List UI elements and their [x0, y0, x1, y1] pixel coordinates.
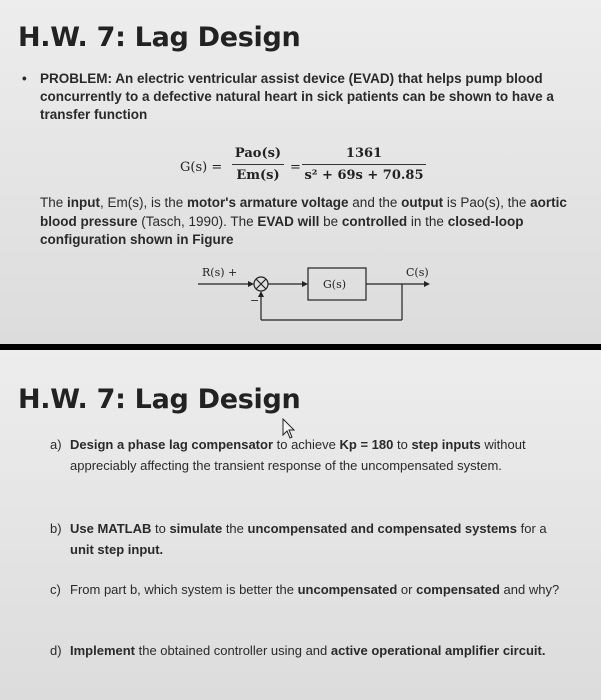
task-text: is	[222, 582, 240, 597]
para-bold-input: input	[67, 195, 101, 210]
bullet: •	[22, 71, 27, 86]
task-text: for a	[516, 521, 547, 536]
para-bold-evad: EVAD will	[257, 213, 320, 229]
para-bold-aortic: aortic blood pressure	[40, 195, 567, 229]
task-text: or	[397, 582, 417, 597]
para-text: The	[40, 195, 68, 210]
slide-tasks	[0, 350, 601, 700]
task-text: without appreciably affecting the transient response of the uncompensated system.	[70, 437, 526, 473]
eq-fraction-2	[302, 146, 426, 183]
task-text-bold: Use MATLAB	[70, 521, 152, 536]
problem-statement	[22, 70, 580, 124]
para-text: and the	[348, 195, 402, 210]
block-diagram-svg	[180, 264, 440, 334]
task-text-bold: Implement	[70, 643, 136, 658]
task-a	[50, 434, 570, 476]
task-text-bold: unit step input.	[70, 542, 164, 557]
task-text-bold: Kp = 180	[339, 437, 394, 452]
para-text: in the	[407, 213, 448, 229]
error-arrow	[302, 281, 308, 287]
output-arrow	[424, 281, 430, 287]
task-text-bold: step inputs	[411, 437, 481, 452]
slide-title: H.W. 7: Lag Design	[18, 22, 301, 53]
task-text: the	[222, 521, 248, 536]
para-text: is Pao(s), the	[443, 195, 531, 210]
eq-numerator-1: Pao(s)	[234, 146, 282, 161]
task-b	[50, 518, 570, 560]
task-text-bold: Design a phase lag compensator	[70, 437, 274, 452]
diagram-minus-label: −	[250, 294, 260, 307]
eq-denominator-2: s² + 69s + 70.85	[304, 168, 424, 183]
eq-lhs: G(s) =	[180, 160, 223, 175]
para-bold-closed-loop: closed-loop configuration shown in Figure	[40, 213, 524, 247]
para-text: (Tasch, 1990). The	[137, 213, 258, 229]
para-bold-motor: motor's armature voltage	[187, 195, 349, 210]
para-bold-controlled: controlled	[341, 213, 408, 229]
task-d	[50, 640, 570, 661]
task-label: b)	[50, 521, 62, 536]
para-bold-output: output	[401, 195, 444, 210]
description-paragraph	[40, 194, 570, 250]
eq-fraction-1	[232, 146, 284, 183]
task-text: From part b, which system	[70, 582, 223, 597]
task-label: d)	[50, 643, 62, 658]
diagram-input-label: R(s) +	[202, 266, 238, 279]
para-text: , Em(s), is the	[100, 195, 188, 210]
task-text-bold: uncompensated	[297, 582, 398, 597]
task-text: better	[239, 582, 273, 597]
block-diagram	[180, 264, 440, 334]
task-label: a)	[50, 437, 62, 452]
plant-block-label: G(s)	[323, 278, 347, 291]
task-text: to	[151, 521, 170, 536]
eq-denominator-1: Em(s)	[236, 168, 280, 183]
slide-problem	[0, 0, 601, 344]
task-text-bold: simulate	[169, 521, 223, 536]
task-c	[50, 579, 570, 600]
task-label: c)	[50, 582, 61, 597]
input-arrow	[248, 281, 254, 287]
problem-text: PROBLEM: An electric ventricular assist device (EVAD) that helps pump blood concurrently to a defective natural heart in sick patients can be shown to have a transfer function	[40, 71, 554, 122]
task-text: to achieve	[273, 437, 340, 452]
task-text-bold: active operational amplifier circuit.	[330, 643, 546, 658]
task-text: and why?	[499, 582, 560, 597]
task-text: to	[393, 437, 412, 452]
diagram-output-label: C(s)	[406, 266, 429, 279]
eq-numerator-2: 1361	[345, 146, 383, 161]
task-text: the obtained controller using and	[135, 643, 331, 658]
eq-equals: =	[290, 160, 301, 175]
task-text-bold: compensated	[416, 582, 500, 597]
task-text-bold: uncompensated and compensated systems	[247, 521, 517, 536]
para-text: be	[319, 213, 342, 229]
slide-title: H.W. 7: Lag Design	[18, 384, 301, 415]
task-text: the	[272, 582, 298, 597]
transfer-function-equation	[180, 146, 440, 186]
